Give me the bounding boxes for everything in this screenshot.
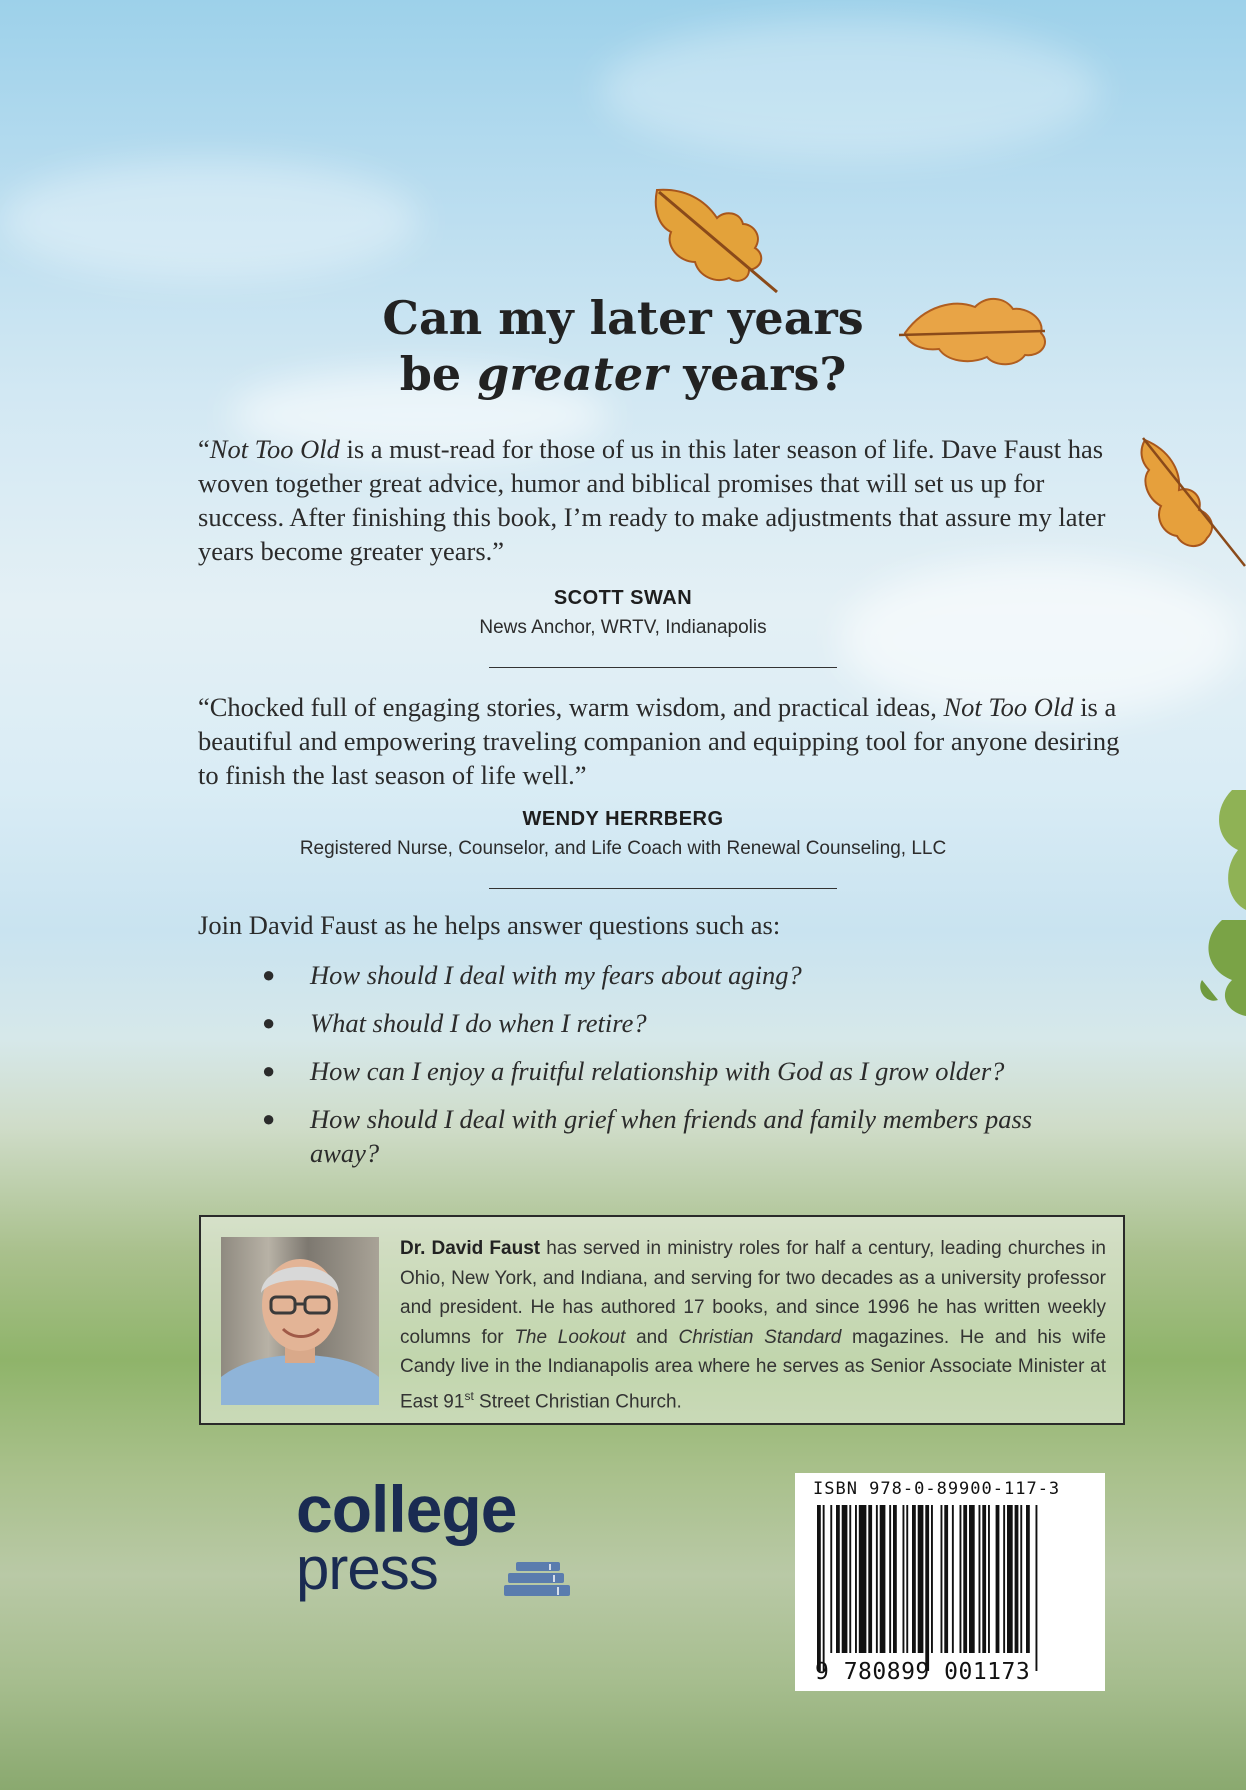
barcode-bar [931,1505,933,1653]
barcode-bar [889,1505,891,1653]
barcode-bar [893,1505,897,1653]
cloud [600,20,1100,160]
barcode-bar [849,1505,851,1653]
bullet-icon: ● [262,1010,276,1035]
barcode-bar [918,1505,924,1653]
endorser-name-1: SCOTT SWAN [553,587,693,609]
bio-text-part: has served in ministry roles for half a century, leading churches in Ohio, New York, and Indiana, and serving for two decades as a university professor and president. He has authored 17 books, and since 1996 he has written weekly columns for [400,1238,1106,1348]
list-item [262,1102,1082,1170]
headline-line-1: Can my later years [382,291,864,345]
barcode-bar [903,1505,905,1653]
list-item [262,958,1082,992]
barcode-bar [1003,1505,1005,1653]
list-item [262,1006,1082,1040]
book-title-italic: Not Too Old [943,692,1074,722]
barcode-bar [830,1505,832,1653]
quote-open-mark: “ [198,434,210,464]
list-item [262,1054,1082,1088]
endorser-role-2: Registered Nurse, Counselor, and Life Coach with Renewal Counseling, LLC [299,838,947,859]
barcode-bar [1036,1505,1038,1671]
quote-text: is a must-read for those of us in this later season of life. Dave Faust has woven together great advice, humor and biblical promises that will set us up for success. After finishing this book, I’m ready to make adjustments that assure my later years become greater years.” [198,434,1106,566]
question-text: How should I deal with my fears about aging? [310,960,802,990]
barcode-bar [944,1505,948,1653]
author-portrait-icon [221,1237,379,1405]
endorser-role-1: News Anchor, WRTV, Indianapolis [479,617,767,638]
barcode-bar [855,1505,857,1653]
barcode-bar [880,1505,886,1653]
author-bio-text [400,1234,1106,1416]
barcode-bar [941,1505,943,1653]
barcode-bar [925,1505,929,1671]
barcode-bar [1015,1505,1019,1653]
publication-name: Christian Standard [678,1326,842,1348]
bio-text-part: magazines. He and his wife Candy live in the Indianapolis area where he serves as Senior Associate Minister at East 91 [400,1326,1107,1412]
headline-line-2-start: be [399,347,478,401]
bullet-icon: ● [262,1058,276,1083]
barcode-bar [859,1505,867,1653]
quote-text: is a beautiful and empowering traveling companion and equipping tool for anyone desiring to finish the last season of life well.” [198,692,1120,790]
barcode-bar [996,1505,1000,1653]
barcode-bar [963,1505,967,1653]
headline-line-2-end: years? [667,347,847,401]
barcode-bar [960,1505,962,1653]
isbn-barcode [795,1473,1105,1691]
questions-intro: Join David Faust as he helps answer questions such as: [198,910,781,940]
bullet-icon: ● [262,1106,276,1131]
book-title-italic: Not Too Old [209,434,340,464]
questions-list [262,958,1082,1184]
barcode-bar [912,1505,916,1653]
barcode-bar [1020,1505,1022,1653]
headline-line-2 [400,347,847,401]
divider-rule [489,667,837,668]
author-name: Dr. David Faust [400,1238,541,1259]
barcode-bar [988,1505,990,1653]
headline-emphasis: greater [477,347,668,401]
barcode-bar [876,1505,878,1653]
endorsement-quote-1 [198,432,1128,568]
barcode-bar [1007,1505,1013,1653]
quote-text: “Chocked full of engaging stories, warm wisdom, and practical ideas, [198,692,944,722]
barcode-digits: 9 780899 001173 [815,1659,1031,1685]
publisher-logo [296,1472,517,1602]
publication-name: The Lookout [514,1326,626,1348]
barcode-bar [952,1505,954,1653]
barcode-bar [969,1505,975,1653]
question-text: How can I enjoy a fruitful relationship with God as I grow older? [310,1056,1005,1086]
barcode-bar [842,1505,848,1653]
barcode-bar [836,1505,840,1653]
barcode-bar [906,1505,908,1653]
isbn-label: ISBN 978-0-89900-117-3 [813,1479,1061,1499]
barcode-bar [823,1505,825,1671]
author-photo [221,1237,379,1405]
bullet-icon: ● [262,962,276,987]
barcode-bar [817,1505,821,1671]
endorser-name-2: WENDY HERRBERG [522,808,724,830]
barcode-bar [982,1505,986,1653]
bio-text-part: Street Christian Church. [473,1390,682,1412]
headline [0,290,1246,402]
endorsement-quote-2 [198,690,1128,792]
autumn-leaf-icon [1125,430,1246,570]
question-text: What should I do when I retire? [310,1008,647,1038]
publisher-logo-word: press [296,1535,438,1602]
barcode-bar [868,1505,872,1653]
author-bio-box [199,1215,1125,1425]
divider-rule [489,888,837,889]
publisher-logo-line-1: college [296,1472,517,1546]
barcode-bar [1026,1505,1030,1653]
ordinal-suffix: st [464,1388,474,1403]
barcode-bar [979,1505,981,1653]
barcode-bars-icon [809,1505,1095,1671]
autumn-leaf-icon [645,180,785,300]
bio-text-part: and [625,1326,679,1348]
cloud [0,160,420,280]
books-icon [502,1560,572,1598]
question-text: How should I deal with grief when friends and family members pass away? [310,1104,1033,1168]
publisher-logo-line-2 [296,1535,516,1602]
